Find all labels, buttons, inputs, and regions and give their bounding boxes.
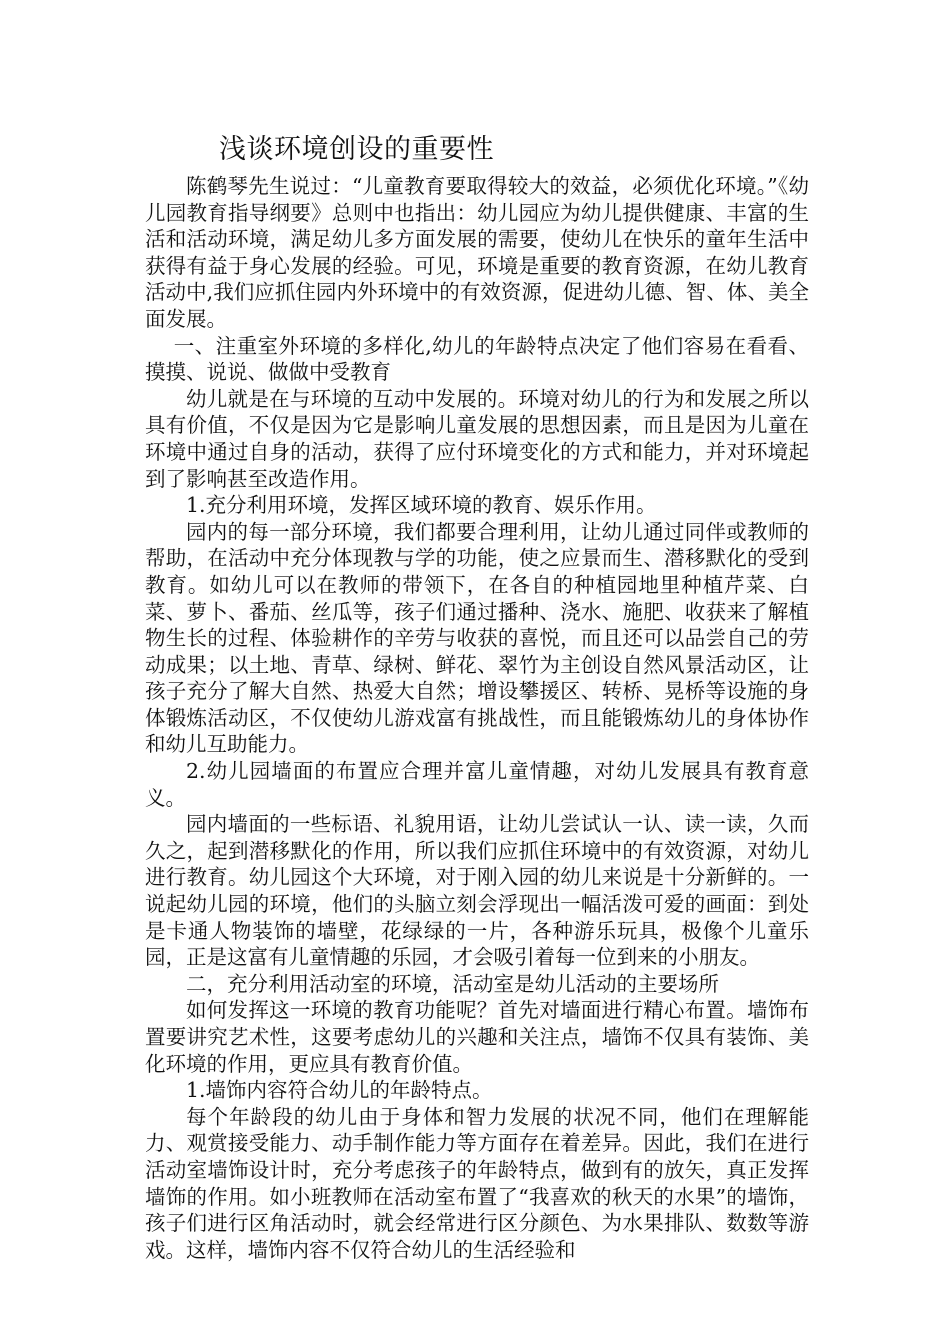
paragraph-intro: 陈鹤琴先生说过：“儿童教育要取得较大的效益，必须优化环境。”《幼儿园教育指导纲要》总则中也指出：幼儿园应为幼儿提供健康、丰富的生活和活动环境，满足幼儿多方面发展的需要，使幼儿在快乐的童年生活中获得有益于身心发展的经验。可见，环境是重要的教育资源，在幼儿教育活动中,我们应抓住园内外环境中的有效资源，促进幼儿德、智、体、美全面发展。 bbox=[145, 174, 809, 331]
paragraph-area-environment: 园内的每一部分环境，我们都要合理利用，让幼儿通过同伴或教师的帮助，在活动中充分体现教与学的功能，使之应景而生、潜移默化的受到教育。如幼儿可以在教师的带领下，在各自的种植园地里种植芹菜、白菜、萝卜、番茄、丝瓜等，孩子们通过播种、浇水、施肥、收获来了解植物生长的过程、体验耕作的辛劳与收获的喜悦，而且还可以品尝自己的劳动成果；以土地、青草、绿树、鲜花、翠竹为主创设自然风景活动区，让孩子充分了解大自然、热爱大自然；增设攀援区、转桥、晃桥等设施的身体锻炼活动区，不仅使幼儿游戏富有挑战性，而且能锻炼幼儿的身体协作和幼儿互助能力。 bbox=[145, 519, 809, 757]
paragraph-activity-room: 如何发挥这一环境的教育功能呢？首先对墙面进行精心布置。墙饰布置要讲究艺术性，这要考虑幼儿的兴趣和关注点，墙饰不仅具有装饰、美化环境的作用，更应具有教育价值。 bbox=[145, 998, 809, 1076]
paragraph-wall-layout: 园内墙面的一些标语、礼貌用语，让幼儿尝试认一认、读一读，久而久之，起到潜移默化的作用，所以我们应抓住环境中的有效资源，对幼儿进行教育。幼儿园这个大环境，对于刚入园的幼儿来说是十分新鲜的。一说起幼儿园的环境，他们的头脑立刻会浮现出一幅活泼可爱的画面：到处是卡通人物装饰的墙壁，花绿绿的一片，各种游乐玩具，极像个儿童乐园，正是这富有儿童情趣的乐园，才会吸引着每一位到来的小朋友。 bbox=[145, 812, 809, 970]
section-heading-outdoor: 一、注重室外环境的多样化,幼儿的年龄特点决定了他们容易在看看、摸摸、说说、做做中受教育 bbox=[145, 333, 809, 385]
paragraph-interaction: 幼儿就是在与环境的互动中发展的。环境对幼儿的行为和发展之所以具有价值，不仅是因为它是影响儿童发展的思想因素，而且是因为儿童在环境中通过自身的活动，获得了应付环境变化的方式和能力，并对环境起到了影响甚至改造作用。 bbox=[145, 386, 809, 491]
section-heading-activity-room: 二，充分利用活动室的环境，活动室是幼儿活动的主要场所 bbox=[186, 971, 719, 996]
subheading-wall-layout: 2.幼儿园墙面的布置应合理并富儿童情趣，对幼儿发展具有教育意义。 bbox=[145, 759, 809, 810]
document-title: 浅谈环境创设的重要性 bbox=[219, 134, 494, 165]
subheading-wall-decoration: 1.墙饰内容符合幼儿的年龄特点。 bbox=[186, 1078, 493, 1103]
subheading-area-environment: 1.充分利用环境，发挥区域环境的教育、娱乐作用。 bbox=[186, 493, 657, 518]
document-body bbox=[145, 173, 809, 1263]
paragraph-wall-decoration: 每个年龄段的幼儿由于身体和智力发展的状况不同，他们在理解能力、观赏接受能力、动手制作能力等方面存在着差异。因此，我们在进行活动室墙饰设计时，充分考虑孩子的年龄特点，做到有的放矢，真正发挥墙饰的作用。如小班教师在活动室布置了“我喜欢的秋天的水果”的墙饰，孩子们进行区角活动时，就会经常进行区分颜色、为水果排队、数数等游戏。这样，墙饰内容不仅符合幼儿的生活经验和 bbox=[145, 1104, 809, 1262]
